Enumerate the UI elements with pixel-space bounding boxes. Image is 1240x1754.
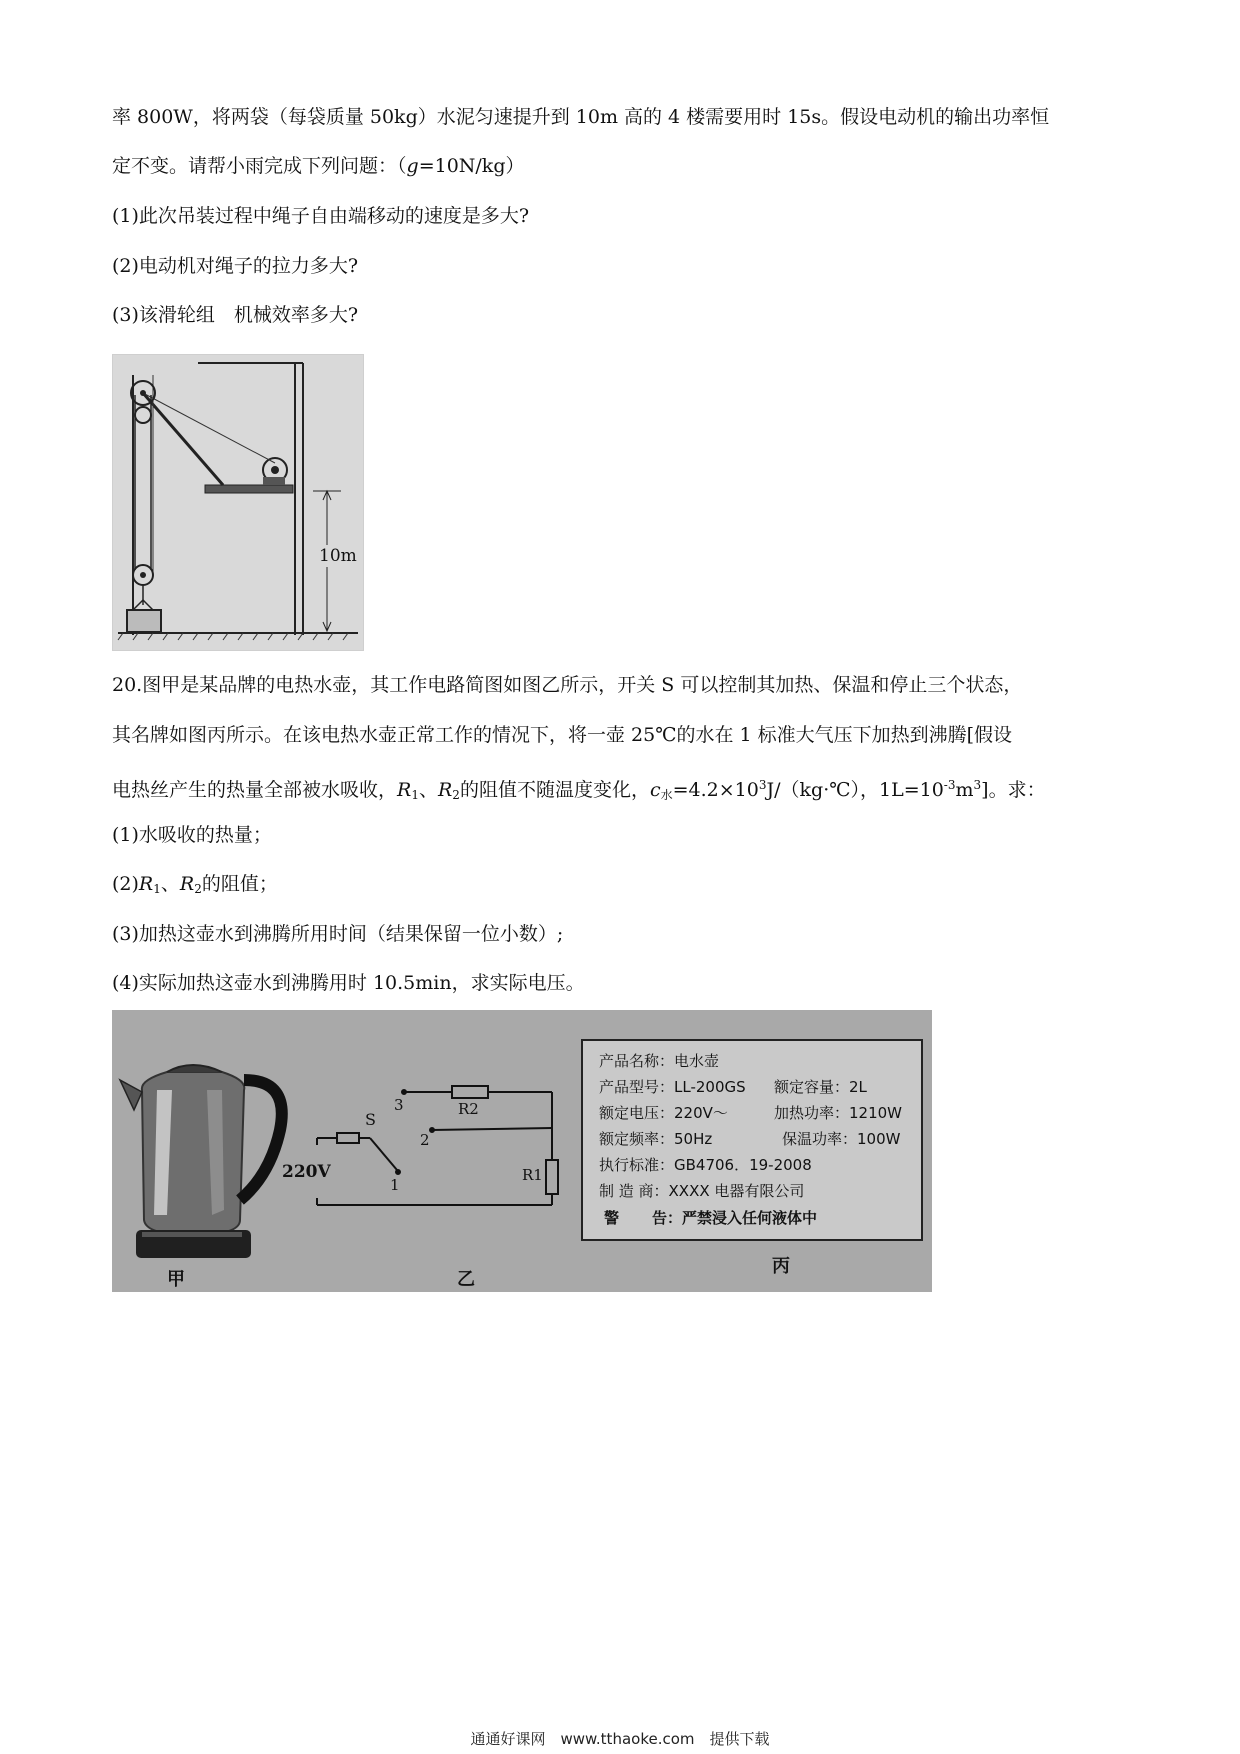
subscript: 1 bbox=[411, 788, 419, 802]
switch-label: S bbox=[365, 1110, 376, 1129]
kettle-icon bbox=[120, 1065, 282, 1258]
separator: 、 bbox=[160, 873, 180, 895]
problem20-question-2 bbox=[112, 871, 278, 902]
problem19-line2 bbox=[112, 153, 525, 179]
r2-label: R2 bbox=[458, 1100, 479, 1118]
circuit-diagram bbox=[317, 1086, 558, 1205]
superscript: 3 bbox=[973, 778, 982, 792]
problem20-question-3: (3)加热这壶水到沸腾所用时间（结果保留一位小数）; bbox=[112, 923, 564, 945]
subscript: 1 bbox=[153, 882, 161, 896]
superscript: -3 bbox=[943, 778, 956, 792]
subscript: 2 bbox=[452, 788, 460, 802]
nameplate-row-3b: 加热功率：1210W bbox=[774, 1104, 903, 1122]
r-symbol: R bbox=[397, 779, 412, 801]
contact-2-label: 2 bbox=[420, 1131, 430, 1149]
figure-label-jia: 甲 bbox=[167, 1269, 185, 1290]
contact-1-label: 1 bbox=[390, 1176, 400, 1194]
kettle-figure-drawing bbox=[112, 1010, 932, 1292]
r1-label: R1 bbox=[522, 1166, 543, 1184]
pulley-crane-figure bbox=[112, 354, 364, 651]
height-label: 10m bbox=[319, 546, 357, 566]
problem20-line2: 其名牌如图丙所示。在该电热水壶正常工作的情况下，将一壶 25℃的水在 1 标准大气压下加热到沸腾[假设 bbox=[112, 724, 1013, 746]
subscript: 水 bbox=[660, 788, 673, 802]
text: m bbox=[955, 779, 974, 801]
problem20-line3 bbox=[112, 772, 1046, 808]
nameplate-row-3a: 额定电压：220V～ bbox=[599, 1104, 728, 1122]
text: ]。求： bbox=[981, 779, 1046, 801]
superscript: 3 bbox=[758, 778, 767, 792]
figure-label-bing: 丙 bbox=[772, 1256, 790, 1277]
problem20-line1: 20.图甲是某品牌的电热水壶，其工作电路简图如图乙所示，开关 S 可以控制其加热、保温和停止三个状态， bbox=[112, 674, 1023, 696]
nameplate-warning-label: 警 bbox=[604, 1209, 620, 1227]
text: J/（kg·℃），1L=10 bbox=[766, 779, 944, 801]
nameplate-row-4a: 额定频率：50Hz bbox=[599, 1130, 713, 1148]
nameplate-row-6: 制 造 商：XXXX 电器有限公司 bbox=[599, 1182, 805, 1200]
text: 电热丝产生的热量全部被水吸收， bbox=[112, 779, 398, 801]
subscript: 2 bbox=[194, 882, 202, 896]
problem20-question-4: (4)实际加热这壶水到沸腾用时 10.5min，求实际电压。 bbox=[112, 972, 585, 994]
text: 定不变。请帮小雨完成下列问题：（ bbox=[112, 155, 407, 177]
problem19-question-3: (3)该滑轮组 机械效率多大? bbox=[112, 304, 359, 326]
r-symbol: R bbox=[437, 779, 453, 801]
nameplate-row-2b: 额定容量：2L bbox=[774, 1078, 867, 1096]
page-footer: 通通好课网 www.tthaoke.com 提供下载 bbox=[470, 1730, 770, 1748]
kettle-figure bbox=[112, 1010, 932, 1292]
text: 的阻值； bbox=[201, 873, 278, 895]
r-symbol: R bbox=[138, 873, 154, 895]
nameplate-row-4b: 保温功率：100W bbox=[782, 1130, 901, 1148]
circuit-voltage-label: 220V bbox=[282, 1162, 331, 1182]
nameplate-warning-text: 告：严禁浸入任何液体中 bbox=[652, 1209, 818, 1227]
problem19-line1: 率 800W，将两袋（每袋质量 50kg）水泥匀速提升到 10m 高的 4 楼需要用时 15s。假设电动机的输出功率恒 bbox=[112, 106, 1050, 128]
problem20-question-1: (1)水吸收的热量； bbox=[112, 824, 272, 846]
nameplate-row-1: 产品名称：电水壶 bbox=[599, 1052, 720, 1070]
problem19-question-1: (1)此次吊装过程中绳子自由端移动的速度是多大? bbox=[112, 205, 530, 227]
r-symbol: R bbox=[179, 873, 195, 895]
separator: 、 bbox=[418, 779, 438, 801]
contact-3-label: 3 bbox=[394, 1096, 404, 1114]
text: =10N/kg） bbox=[418, 155, 525, 177]
pulley-crane-drawing bbox=[113, 355, 363, 650]
c-symbol: c bbox=[649, 779, 661, 801]
g-symbol: g bbox=[406, 155, 419, 177]
nameplate-row-2a: 产品型号：LL-200GS bbox=[599, 1078, 746, 1096]
nameplate-row-5: 执行标准：GB4706．19-2008 bbox=[599, 1156, 812, 1174]
text: =4.2×10 bbox=[672, 779, 759, 801]
text: 的阻值不随温度变化， bbox=[459, 779, 650, 801]
figure-label-yi: 乙 bbox=[457, 1269, 475, 1290]
problem19-question-2: (2)电动机对绳子的拉力多大? bbox=[112, 255, 359, 277]
text: (2) bbox=[112, 873, 139, 895]
